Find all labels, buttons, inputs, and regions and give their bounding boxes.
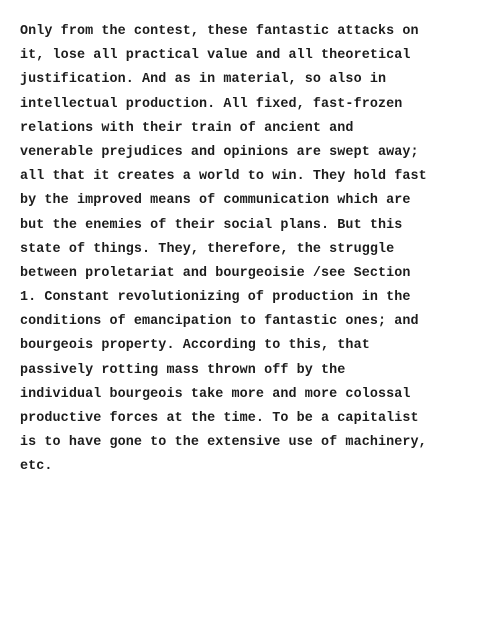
text-line: productive forces at the time. To be a capitalist	[20, 411, 419, 426]
text-line: etc.	[20, 459, 53, 475]
text-line: Only from the contest, these fantastic attacks on	[20, 24, 419, 39]
text-line: justification. And as in material, so also in	[20, 72, 387, 88]
text-line: all that it creates a world to win. They hold fast	[20, 169, 427, 185]
text-line: relations with their train of ancient and	[20, 120, 354, 136]
text-line: 1. Constant revolutionizing of production in the	[20, 290, 411, 306]
text-line: but the enemies of their social plans. But this	[20, 217, 403, 233]
text-line: by the improved means of communication which are	[20, 193, 411, 209]
text-line: conditions of emancipation to fantastic ones; and	[20, 314, 419, 330]
text-line: individual bourgeois take more and more colossal	[20, 386, 411, 402]
text-line: is to have gone to the extensive use of machinery,	[20, 435, 427, 451]
text-line: passively rotting mass thrown off by the	[20, 362, 346, 378]
body-text	[20, 20, 470, 480]
text-line: intellectual production. All fixed, fast-frozen	[20, 96, 403, 112]
text-line: it, lose all practical value and all theoretical	[20, 48, 411, 64]
text-line: state of things. They, therefore, the struggle	[20, 241, 395, 257]
text-line: venerable prejudices and opinions are swept away;	[20, 144, 419, 160]
text-line: between proletariat and bourgeoisie /see Section	[20, 265, 411, 281]
text-line: bourgeois property. According to this, that	[20, 338, 370, 354]
